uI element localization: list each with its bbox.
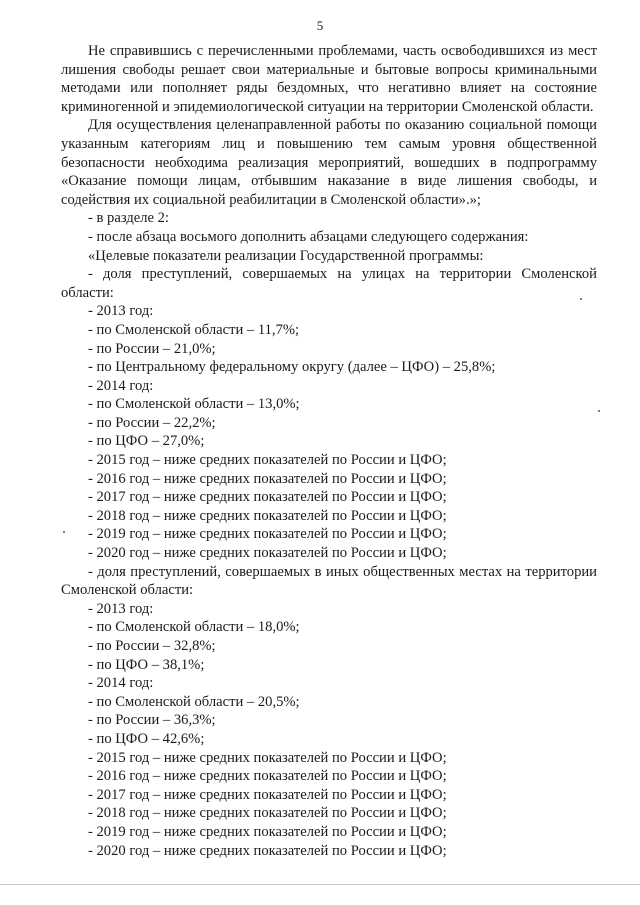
list-item: - по Смоленской области – 13,0%; xyxy=(88,396,300,413)
list-item: - 2018 год – ниже средних показателей по России и ЦФО; xyxy=(88,805,447,822)
list-item: - по России – 22,2%; xyxy=(88,414,216,431)
page-number: 5 xyxy=(316,18,324,33)
indicator-list xyxy=(61,302,597,562)
list-item: - 2016 год – ниже средних показателей по России и ЦФО; xyxy=(88,768,447,785)
list-item: - 2016 год – ниже средних показателей по России и ЦФО; xyxy=(88,470,447,487)
list-item: - 2015 год – ниже средних показателей по России и ЦФО; xyxy=(88,749,447,766)
indicator-list xyxy=(61,600,597,860)
list-item: - по Смоленской области – 20,5%; xyxy=(88,693,300,710)
list-item: - по ЦФО – 27,0%; xyxy=(88,433,205,450)
list-item: - по России – 21,0%; xyxy=(88,340,216,357)
list-item: - 2017 год – ниже средних показателей по России и ЦФО; xyxy=(88,786,447,803)
scan-speck xyxy=(63,531,65,533)
list-item: - по ЦФО – 42,6%; xyxy=(88,730,205,747)
after-paragraph-line: - после абзаца восьмого дополнить абзацами следующего содержания: xyxy=(88,228,529,245)
list-item: - по ЦФО – 38,1%; xyxy=(88,656,205,673)
targets-heading: «Целевые показатели реализации Государственной программы: xyxy=(88,247,484,264)
list-item: - 2015 год – ниже средних показателей по России и ЦФО; xyxy=(88,452,447,469)
page-bottom-edge xyxy=(0,884,640,885)
list-item: - по России – 36,3%; xyxy=(88,712,216,729)
indicator-title: - доля преступлений, совершаемых в иных общественных местах на территории Смоленской области: xyxy=(61,563,597,599)
section-line: - в разделе 2: xyxy=(88,210,169,227)
list-item: - 2019 год – ниже средних показателей по России и ЦФО; xyxy=(88,823,447,840)
list-item: - по России – 32,8%; xyxy=(88,638,216,654)
list-item: - 2014 год: xyxy=(88,675,154,692)
indicator-title: - доля преступлений, совершаемых на улицах на территории Смоленской области: xyxy=(61,266,597,301)
list-item: - по Центральному федеральному округу (далее – ЦФО) – 25,8%; xyxy=(88,359,496,376)
scan-speck xyxy=(598,410,600,412)
list-item: - 2017 год – ниже средних показателей по России и ЦФО; xyxy=(88,489,447,506)
list-item: - 2018 год – ниже средних показателей по России и ЦФО; xyxy=(88,507,447,524)
paragraph: Для осуществления целенаправленной работы по оказанию социальной помощи указанным категориям лиц и повышению тем самым уровня общественной безопасности необходима реализация мероприятий, вошедших в подпрограмму «Оказание помощи лицам, отбывшим наказание в виде лишения свободы, и содействия их социальной реабилитации в Смоленской области».»; xyxy=(61,117,597,208)
list-item: - 2014 год: xyxy=(88,377,154,394)
list-item: - 2020 год – ниже средних показателей по России и ЦФО; xyxy=(88,545,447,562)
list-item: - 2013 год: xyxy=(88,303,154,320)
list-item: - 2019 год – ниже средних показателей по России и ЦФО; xyxy=(88,526,447,543)
list-item: - 2020 год – ниже средних показателей по России и ЦФО; xyxy=(88,842,447,859)
list-item: - по Смоленской области – 11,7%; xyxy=(88,321,300,338)
list-item: - по Смоленской области – 18,0%; xyxy=(88,619,300,636)
document-body xyxy=(61,42,597,860)
scan-speck xyxy=(580,298,582,300)
list-item: - 2013 год: xyxy=(88,600,154,617)
paragraph: Не справившись с перечисленными проблемами, часть освободившихся из мест лишения свободы решает свои материальные и бытовые вопросы криминальными методами или пополняет ряды бездомных, что негативно влияет на состояние криминогенной и эпидемиологической ситуации на территории Смоленской области. xyxy=(61,43,597,115)
